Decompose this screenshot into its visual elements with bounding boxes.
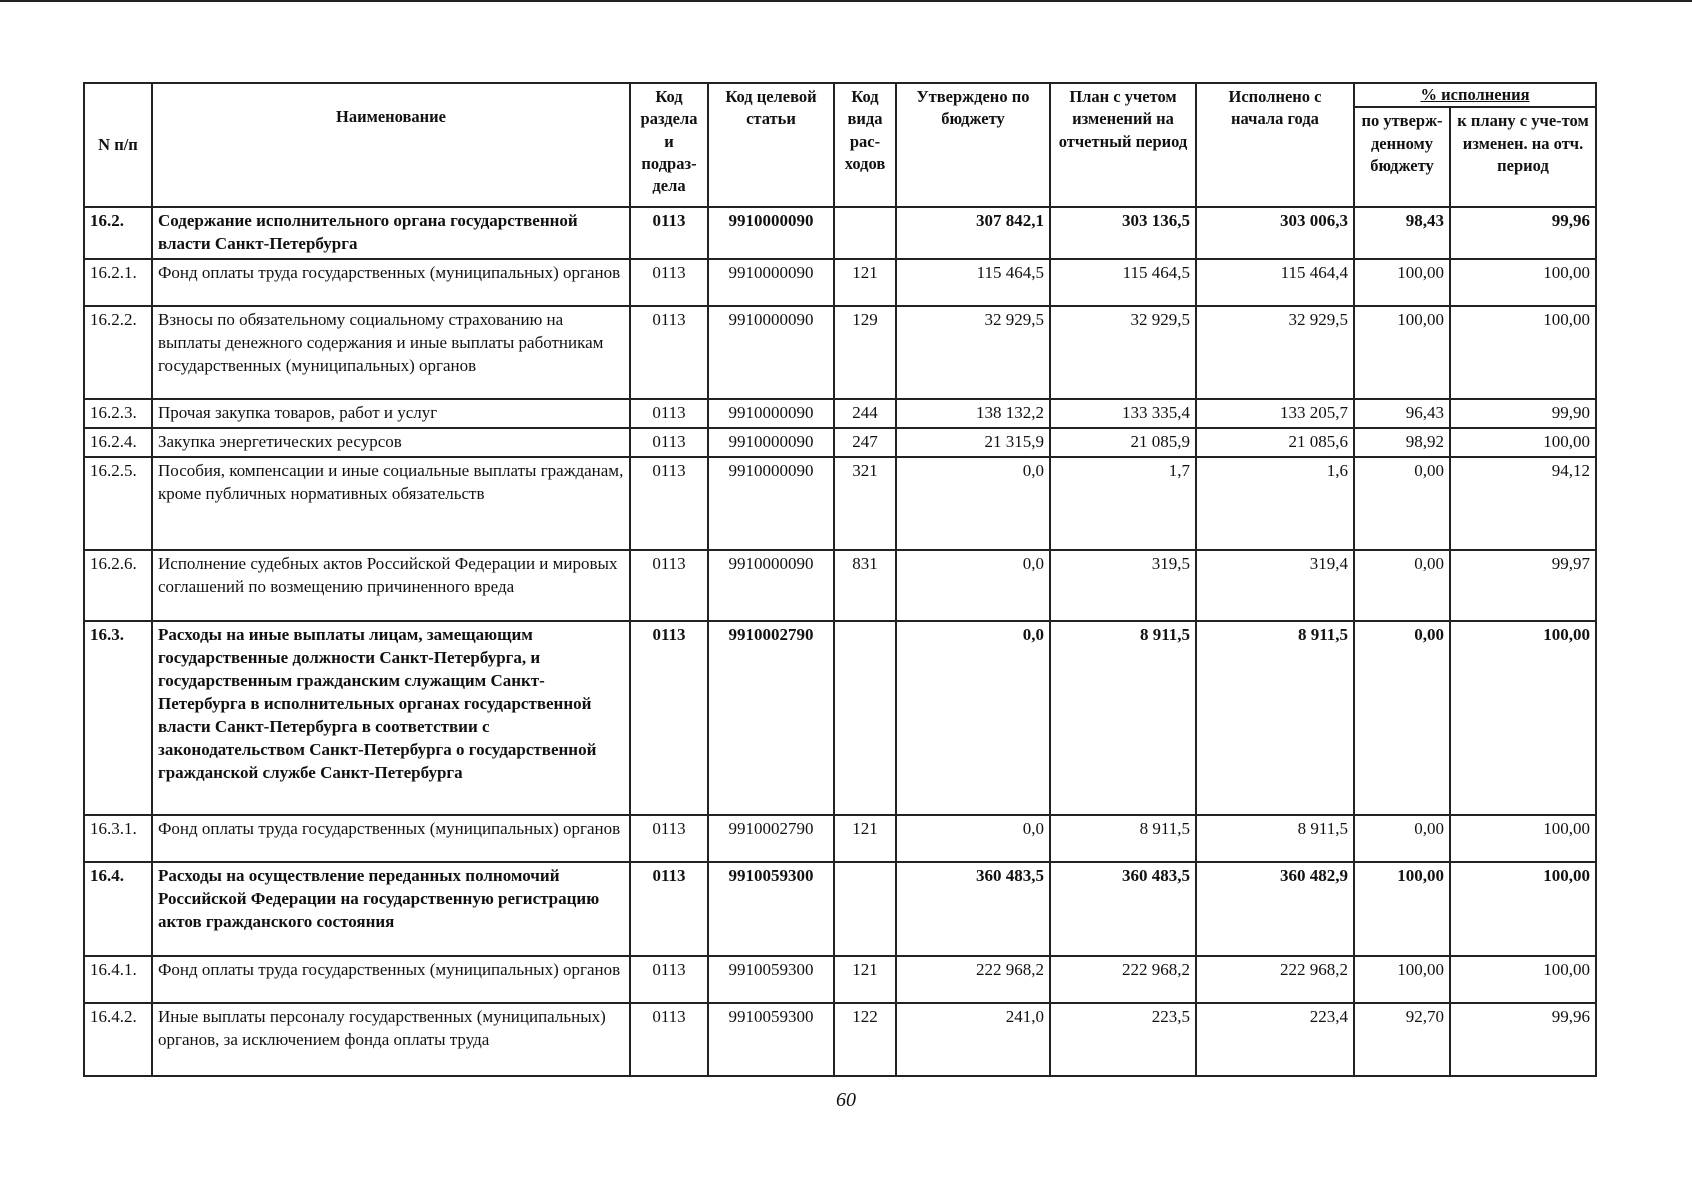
header-pct-budget: по утверж-денному бюджету bbox=[1354, 107, 1450, 207]
row-target-code: 9910000090 bbox=[708, 457, 834, 550]
row-expense-code: 121 bbox=[834, 815, 896, 862]
row-executed: 222 968,2 bbox=[1196, 956, 1354, 1003]
row-pct-budget: 0,00 bbox=[1354, 550, 1450, 621]
row-section-code: 0113 bbox=[630, 207, 708, 259]
row-target-code: 9910059300 bbox=[708, 956, 834, 1003]
row-plan: 303 136,5 bbox=[1050, 207, 1196, 259]
row-num: 16.2.6. bbox=[84, 550, 152, 621]
row-approved: 222 968,2 bbox=[896, 956, 1050, 1003]
row-plan: 319,5 bbox=[1050, 550, 1196, 621]
row-executed: 8 911,5 bbox=[1196, 621, 1354, 815]
row-executed: 133 205,7 bbox=[1196, 399, 1354, 428]
row-expense-code: 121 bbox=[834, 259, 896, 306]
row-name: Закупка энергетических ресурсов bbox=[152, 428, 630, 457]
table-row bbox=[84, 259, 1596, 306]
header-name: Наименование bbox=[152, 83, 630, 207]
header-pct-group: % исполнения bbox=[1354, 83, 1596, 107]
row-expense-code: 129 bbox=[834, 306, 896, 399]
row-executed: 303 006,3 bbox=[1196, 207, 1354, 259]
row-approved: 360 483,5 bbox=[896, 862, 1050, 956]
row-name: Иные выплаты персоналу государственных (муниципальных) органов, за исключением фонда оплаты труда bbox=[152, 1003, 630, 1076]
table-row bbox=[84, 621, 1596, 815]
header-target-code: Код целевой статьи bbox=[708, 83, 834, 207]
table-row bbox=[84, 399, 1596, 428]
header-expense-code: Код вида рас-ходов bbox=[834, 83, 896, 207]
row-section-code: 0113 bbox=[630, 399, 708, 428]
row-section-code: 0113 bbox=[630, 815, 708, 862]
row-approved: 241,0 bbox=[896, 1003, 1050, 1076]
row-approved: 0,0 bbox=[896, 621, 1050, 815]
row-executed: 32 929,5 bbox=[1196, 306, 1354, 399]
row-expense-code: 121 bbox=[834, 956, 896, 1003]
row-pct-budget: 0,00 bbox=[1354, 621, 1450, 815]
row-pct-budget: 100,00 bbox=[1354, 259, 1450, 306]
row-expense-code: 244 bbox=[834, 399, 896, 428]
row-name: Фонд оплаты труда государственных (муниципальных) органов bbox=[152, 956, 630, 1003]
row-pct-plan: 100,00 bbox=[1450, 815, 1596, 862]
table-row bbox=[84, 815, 1596, 862]
row-approved: 32 929,5 bbox=[896, 306, 1050, 399]
row-plan: 133 335,4 bbox=[1050, 399, 1196, 428]
row-plan: 115 464,5 bbox=[1050, 259, 1196, 306]
header-section-code: Код раздела и подраз-дела bbox=[630, 83, 708, 207]
table-row bbox=[84, 550, 1596, 621]
header-executed: Исполнено с начала года bbox=[1196, 83, 1354, 207]
row-expense-code bbox=[834, 621, 896, 815]
row-expense-code: 831 bbox=[834, 550, 896, 621]
row-target-code: 9910000090 bbox=[708, 550, 834, 621]
row-approved: 0,0 bbox=[896, 457, 1050, 550]
row-target-code: 9910000090 bbox=[708, 428, 834, 457]
row-target-code: 9910059300 bbox=[708, 1003, 834, 1076]
row-num: 16.2.5. bbox=[84, 457, 152, 550]
row-name: Содержание исполнительного органа государственной власти Санкт-Петербурга bbox=[152, 207, 630, 259]
row-pct-budget: 100,00 bbox=[1354, 956, 1450, 1003]
row-pct-plan: 94,12 bbox=[1450, 457, 1596, 550]
row-expense-code: 122 bbox=[834, 1003, 896, 1076]
table-row bbox=[84, 306, 1596, 399]
row-expense-code bbox=[834, 207, 896, 259]
table-row bbox=[84, 428, 1596, 457]
row-section-code: 0113 bbox=[630, 862, 708, 956]
row-target-code: 9910000090 bbox=[708, 306, 834, 399]
row-plan: 8 911,5 bbox=[1050, 621, 1196, 815]
table-body bbox=[84, 207, 1596, 1076]
row-plan: 8 911,5 bbox=[1050, 815, 1196, 862]
row-pct-plan: 100,00 bbox=[1450, 306, 1596, 399]
row-target-code: 9910002790 bbox=[708, 815, 834, 862]
row-pct-plan: 100,00 bbox=[1450, 956, 1596, 1003]
budget-execution-table-container bbox=[83, 82, 1595, 1077]
budget-execution-table bbox=[83, 82, 1597, 1077]
row-pct-budget: 92,70 bbox=[1354, 1003, 1450, 1076]
header-num: N п/п bbox=[84, 83, 152, 207]
scan-top-edge-line bbox=[0, 0, 1692, 2]
row-num: 16.4.2. bbox=[84, 1003, 152, 1076]
row-num: 16.4. bbox=[84, 862, 152, 956]
row-approved: 0,0 bbox=[896, 550, 1050, 621]
row-target-code: 9910000090 bbox=[708, 399, 834, 428]
row-executed: 360 482,9 bbox=[1196, 862, 1354, 956]
row-pct-budget: 96,43 bbox=[1354, 399, 1450, 428]
row-pct-budget: 0,00 bbox=[1354, 815, 1450, 862]
row-num: 16.2.2. bbox=[84, 306, 152, 399]
row-section-code: 0113 bbox=[630, 259, 708, 306]
row-target-code: 9910059300 bbox=[708, 862, 834, 956]
row-section-code: 0113 bbox=[630, 306, 708, 399]
header-plan: План с учетом изменений на отчетный период bbox=[1050, 83, 1196, 207]
row-num: 16.2.1. bbox=[84, 259, 152, 306]
row-section-code: 0113 bbox=[630, 956, 708, 1003]
row-executed: 21 085,6 bbox=[1196, 428, 1354, 457]
row-plan: 21 085,9 bbox=[1050, 428, 1196, 457]
row-executed: 8 911,5 bbox=[1196, 815, 1354, 862]
row-target-code: 9910000090 bbox=[708, 207, 834, 259]
row-name: Фонд оплаты труда государственных (муниципальных) органов bbox=[152, 815, 630, 862]
row-plan: 222 968,2 bbox=[1050, 956, 1196, 1003]
row-section-code: 0113 bbox=[630, 428, 708, 457]
row-pct-budget: 100,00 bbox=[1354, 306, 1450, 399]
row-pct-plan: 99,90 bbox=[1450, 399, 1596, 428]
row-approved: 0,0 bbox=[896, 815, 1050, 862]
row-section-code: 0113 bbox=[630, 457, 708, 550]
header-pct-plan: к плану с уче-том изменен. на отч. период bbox=[1450, 107, 1596, 207]
row-pct-plan: 100,00 bbox=[1450, 259, 1596, 306]
row-pct-plan: 100,00 bbox=[1450, 428, 1596, 457]
row-expense-code bbox=[834, 862, 896, 956]
row-plan: 32 929,5 bbox=[1050, 306, 1196, 399]
row-approved: 307 842,1 bbox=[896, 207, 1050, 259]
row-name: Фонд оплаты труда государственных (муниципальных) органов bbox=[152, 259, 630, 306]
row-name: Расходы на иные выплаты лицам, замещающим государственные должности Санкт-Петербурга, и государственным гражданским служащим Санкт-Петербурга в исполнительных органах государственной власти Санкт-Петербурга в соответствии с законодательством Санкт-Петербурга о государственной гражданской службе Санкт-Петербурга bbox=[152, 621, 630, 815]
row-num: 16.2. bbox=[84, 207, 152, 259]
row-pct-plan: 100,00 bbox=[1450, 621, 1596, 815]
row-section-code: 0113 bbox=[630, 1003, 708, 1076]
row-num: 16.2.3. bbox=[84, 399, 152, 428]
table-row bbox=[84, 956, 1596, 1003]
row-pct-budget: 98,92 bbox=[1354, 428, 1450, 457]
row-executed: 115 464,4 bbox=[1196, 259, 1354, 306]
table-row bbox=[84, 457, 1596, 550]
page-number: 60 bbox=[836, 1089, 856, 1111]
row-expense-code: 247 bbox=[834, 428, 896, 457]
row-pct-budget: 0,00 bbox=[1354, 457, 1450, 550]
row-section-code: 0113 bbox=[630, 550, 708, 621]
row-pct-plan: 99,97 bbox=[1450, 550, 1596, 621]
table-header bbox=[84, 83, 1596, 207]
row-name: Прочая закупка товаров, работ и услуг bbox=[152, 399, 630, 428]
row-num: 16.3. bbox=[84, 621, 152, 815]
row-num: 16.2.4. bbox=[84, 428, 152, 457]
row-approved: 138 132,2 bbox=[896, 399, 1050, 428]
row-name: Расходы на осуществление переданных полномочий Российской Федерации на государственную регистрацию актов гражданского состояния bbox=[152, 862, 630, 956]
row-num: 16.4.1. bbox=[84, 956, 152, 1003]
table-row bbox=[84, 862, 1596, 956]
row-approved: 21 315,9 bbox=[896, 428, 1050, 457]
table-row bbox=[84, 1003, 1596, 1076]
row-section-code: 0113 bbox=[630, 621, 708, 815]
row-executed: 319,4 bbox=[1196, 550, 1354, 621]
row-approved: 115 464,5 bbox=[896, 259, 1050, 306]
row-pct-plan: 99,96 bbox=[1450, 207, 1596, 259]
row-plan: 360 483,5 bbox=[1050, 862, 1196, 956]
row-name: Пособия, компенсации и иные социальные выплаты гражданам, кроме публичных нормативных обязательств bbox=[152, 457, 630, 550]
row-executed: 1,6 bbox=[1196, 457, 1354, 550]
row-pct-budget: 98,43 bbox=[1354, 207, 1450, 259]
row-pct-budget: 100,00 bbox=[1354, 862, 1450, 956]
row-pct-plan: 99,96 bbox=[1450, 1003, 1596, 1076]
row-executed: 223,4 bbox=[1196, 1003, 1354, 1076]
row-plan: 223,5 bbox=[1050, 1003, 1196, 1076]
row-plan: 1,7 bbox=[1050, 457, 1196, 550]
row-name: Исполнение судебных актов Российской Федерации и мировых соглашений по возмещению причиненного вреда bbox=[152, 550, 630, 621]
table-row bbox=[84, 207, 1596, 259]
row-expense-code: 321 bbox=[834, 457, 896, 550]
row-target-code: 9910002790 bbox=[708, 621, 834, 815]
row-pct-plan: 100,00 bbox=[1450, 862, 1596, 956]
row-num: 16.3.1. bbox=[84, 815, 152, 862]
row-name: Взносы по обязательному социальному страхованию на выплаты денежного содержания и иные выплаты работникам государственных (муниципальных) органов bbox=[152, 306, 630, 399]
row-target-code: 9910000090 bbox=[708, 259, 834, 306]
header-approved: Утверждено по бюджету bbox=[896, 83, 1050, 207]
